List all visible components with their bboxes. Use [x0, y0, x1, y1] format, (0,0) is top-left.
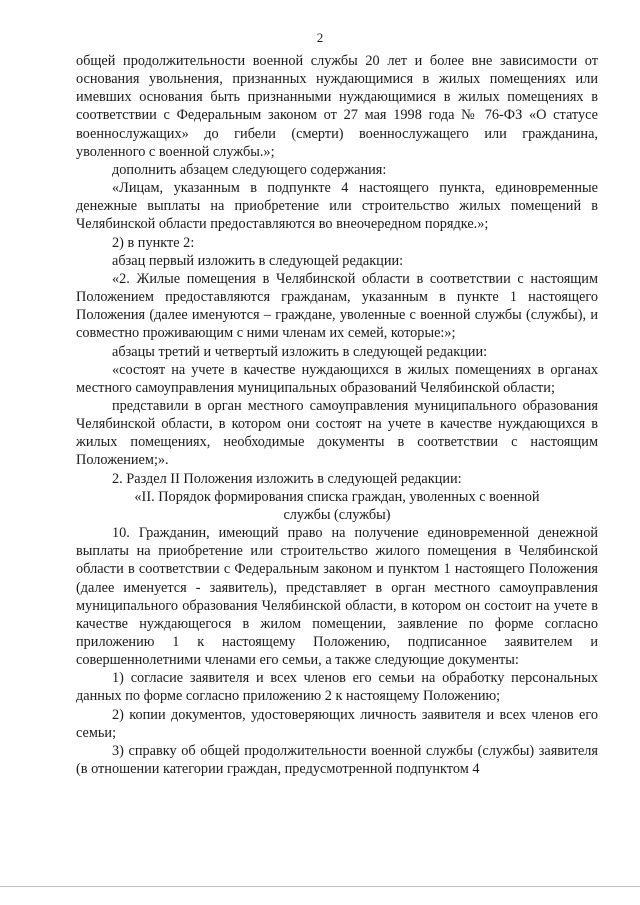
page-number: 2 — [316, 30, 324, 45]
paragraph: общей продолжительности военной службы 20 лет и более вне зависимости от основания увольнения, признанных нуждающимися в жилых помещениях или имевших основания быть признанными нуждающимися в жилых помещениях в соответствии с Федеральным законом от 27 мая 1998 года № 76-ФЗ «О статусе военнослужащих» до гибели (смерти) военнослужащего или гражданина, уволенного с военной службы.»; — [76, 53, 598, 160]
section-heading: «II. Порядок формирования списка граждан, уволенных с военной службы (службы) — [134, 488, 540, 523]
list-item: 3) справку об общей продолжительности военной службы (службы) заявителя (в отношении категории граждан, предусмотренной подпунктом 4 — [76, 742, 598, 778]
paragraph: «Лицам, указанным в подпункте 4 настоящего пункта, единовременные денежные выплаты на приобретение или строительство жилых помещений в Челябинской области предоставляются во внеочередном порядке.»; — [76, 180, 598, 233]
paragraph: абзацы третий и четвертый изложить в следующей редакции: — [112, 343, 488, 360]
paragraph: 2. Раздел II Положения изложить в следующей редакции: — [112, 470, 462, 487]
page-bottom-edge — [0, 886, 640, 887]
paragraph: 2) в пункте 2: — [112, 234, 195, 251]
paragraph: «2. Жилые помещения в Челябинской области в соответствии с настоящим Положением предоставляются гражданам, указанным в пункте 1 настоящего Положения (далее именуются – граждане, уволенные с военной службы (службы), и совместно проживающим с ними членам их семей, которые:»; — [76, 270, 598, 342]
list-item: 1) согласие заявителя и всех членов его семьи на обработку персональных данных по форме согласно приложению 2 к настоящему Положению; — [76, 670, 598, 705]
paragraph: дополнить абзацем следующего содержания: — [112, 161, 387, 178]
paragraph: представили в орган местного самоуправления муниципального образования Челябинской области, в котором они состоят на учете в качестве нуждающихся в жилых помещениях, необходимые документы в соответствии с настоящим Положением;». — [76, 397, 598, 469]
document-body — [76, 52, 598, 778]
paragraph: 10. Гражданин, имеющий право на получение единовременной денежной выплаты на приобретение или строительство жилого помещения в Челябинской области в соответствии с Федеральным законом и пунктом 1 настоящего Положения (далее именуется - заявитель), представляет в орган местного самоуправления муниципального образования Челябинской области, в котором он состоит на учете в качестве нуждающегося в жилом помещении, заявление по форме согласно приложению 1 к настоящему Положению, подписанное заявителем и совершеннолетними членами его семьи, а также следующие документы: — [76, 525, 598, 669]
paragraph: «состоят на учете в качестве нуждающихся в жилых помещениях в органах местного самоуправления муниципальных образований Челябинской области; — [76, 361, 598, 396]
list-item: 2) копии документов, удостоверяющих личность заявителя и всех членов его семьи; — [76, 706, 598, 741]
paragraph: абзац первый изложить в следующей редакции: — [112, 252, 404, 269]
